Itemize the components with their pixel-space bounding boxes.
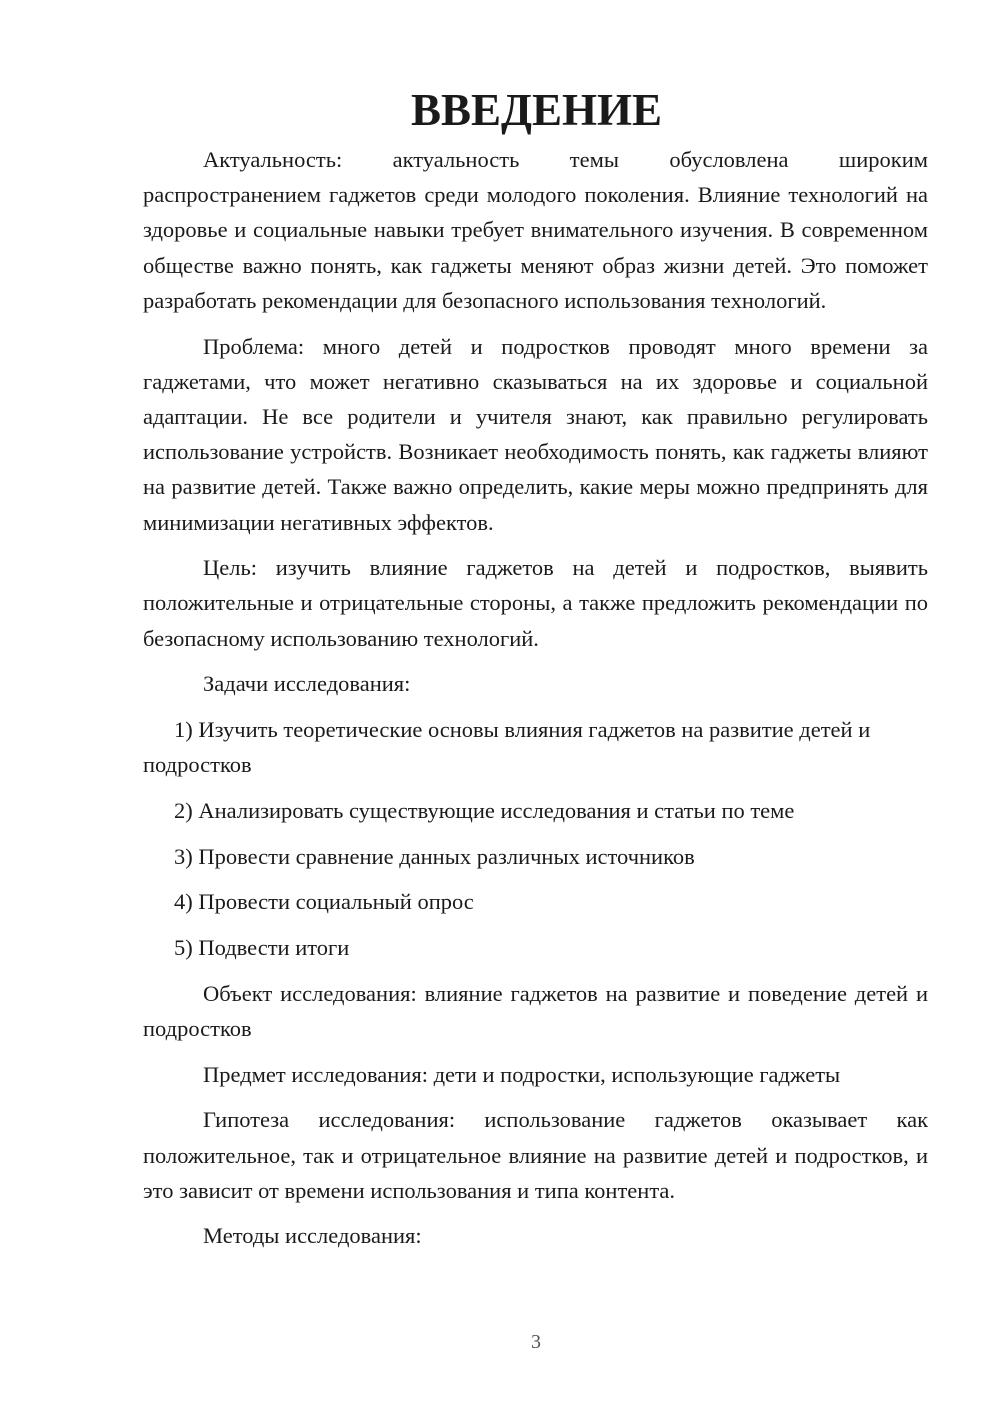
section-title: ВВЕДЕНИЕ (410, 85, 663, 135)
task-item: 4) Провести социальный опрос (174, 889, 474, 915)
goal-paragraph: Цель: изучить влияние гаджетов на детей и подростков, выявить положительные и отрицательные стороны, а также предложить рекомендации по безопасному использованию технологий. (143, 555, 928, 651)
task-item: 2) Анализировать существующие исследования и статьи по теме (174, 797, 795, 823)
subject-paragraph: Предмет исследования: дети и подростки, использующие гаджеты (203, 1061, 841, 1087)
hypothesis-paragraph: Гипотеза исследования: использование гаджетов оказывает как положительное, так и отрицательное влияние на развитие детей и подростков, и это зависит от времени использования и типа контента. (143, 1107, 928, 1203)
document-page (143, 85, 928, 1264)
tasks-list (143, 712, 928, 965)
problem-paragraph: Проблема: много детей и подростков проводят много времени за гаджетами, что может негативно сказываться на их здоровье и социальной адаптации. Не все родители и учителя знают, как правильно регулировать использование устройств. Возникает необходимость понять, как гаджеты влияют на развитие детей. Также важно определить, какие меры можно предпринять для минимизации негативных эффектов. (143, 333, 928, 535)
task-item: 5) Подвести итоги (174, 935, 350, 961)
object-paragraph: Объект исследования: влияние гаджетов на развитие и поведение детей и подростков (143, 980, 928, 1041)
methods-heading: Методы исследования: (203, 1223, 422, 1249)
relevance-paragraph: Актуальность: актуальность темы обусловлена широким распространением гаджетов среди молодого поколения. Влияние технологий на здоровье и социальные навыки требует внимательного изучения. В современном обществе важно понять, как гаджеты меняют образ жизни детей. Это поможет разработать рекомендации для безопасного использования технологий. (143, 147, 928, 313)
task-item: 1) Изучить теоретические основы влияния гаджетов на развитие детей и подростков (143, 717, 871, 778)
tasks-heading: Задачи исследования: (203, 671, 411, 697)
task-item: 3) Провести сравнение данных различных источников (174, 843, 695, 869)
page-number: 3 (531, 1331, 541, 1353)
